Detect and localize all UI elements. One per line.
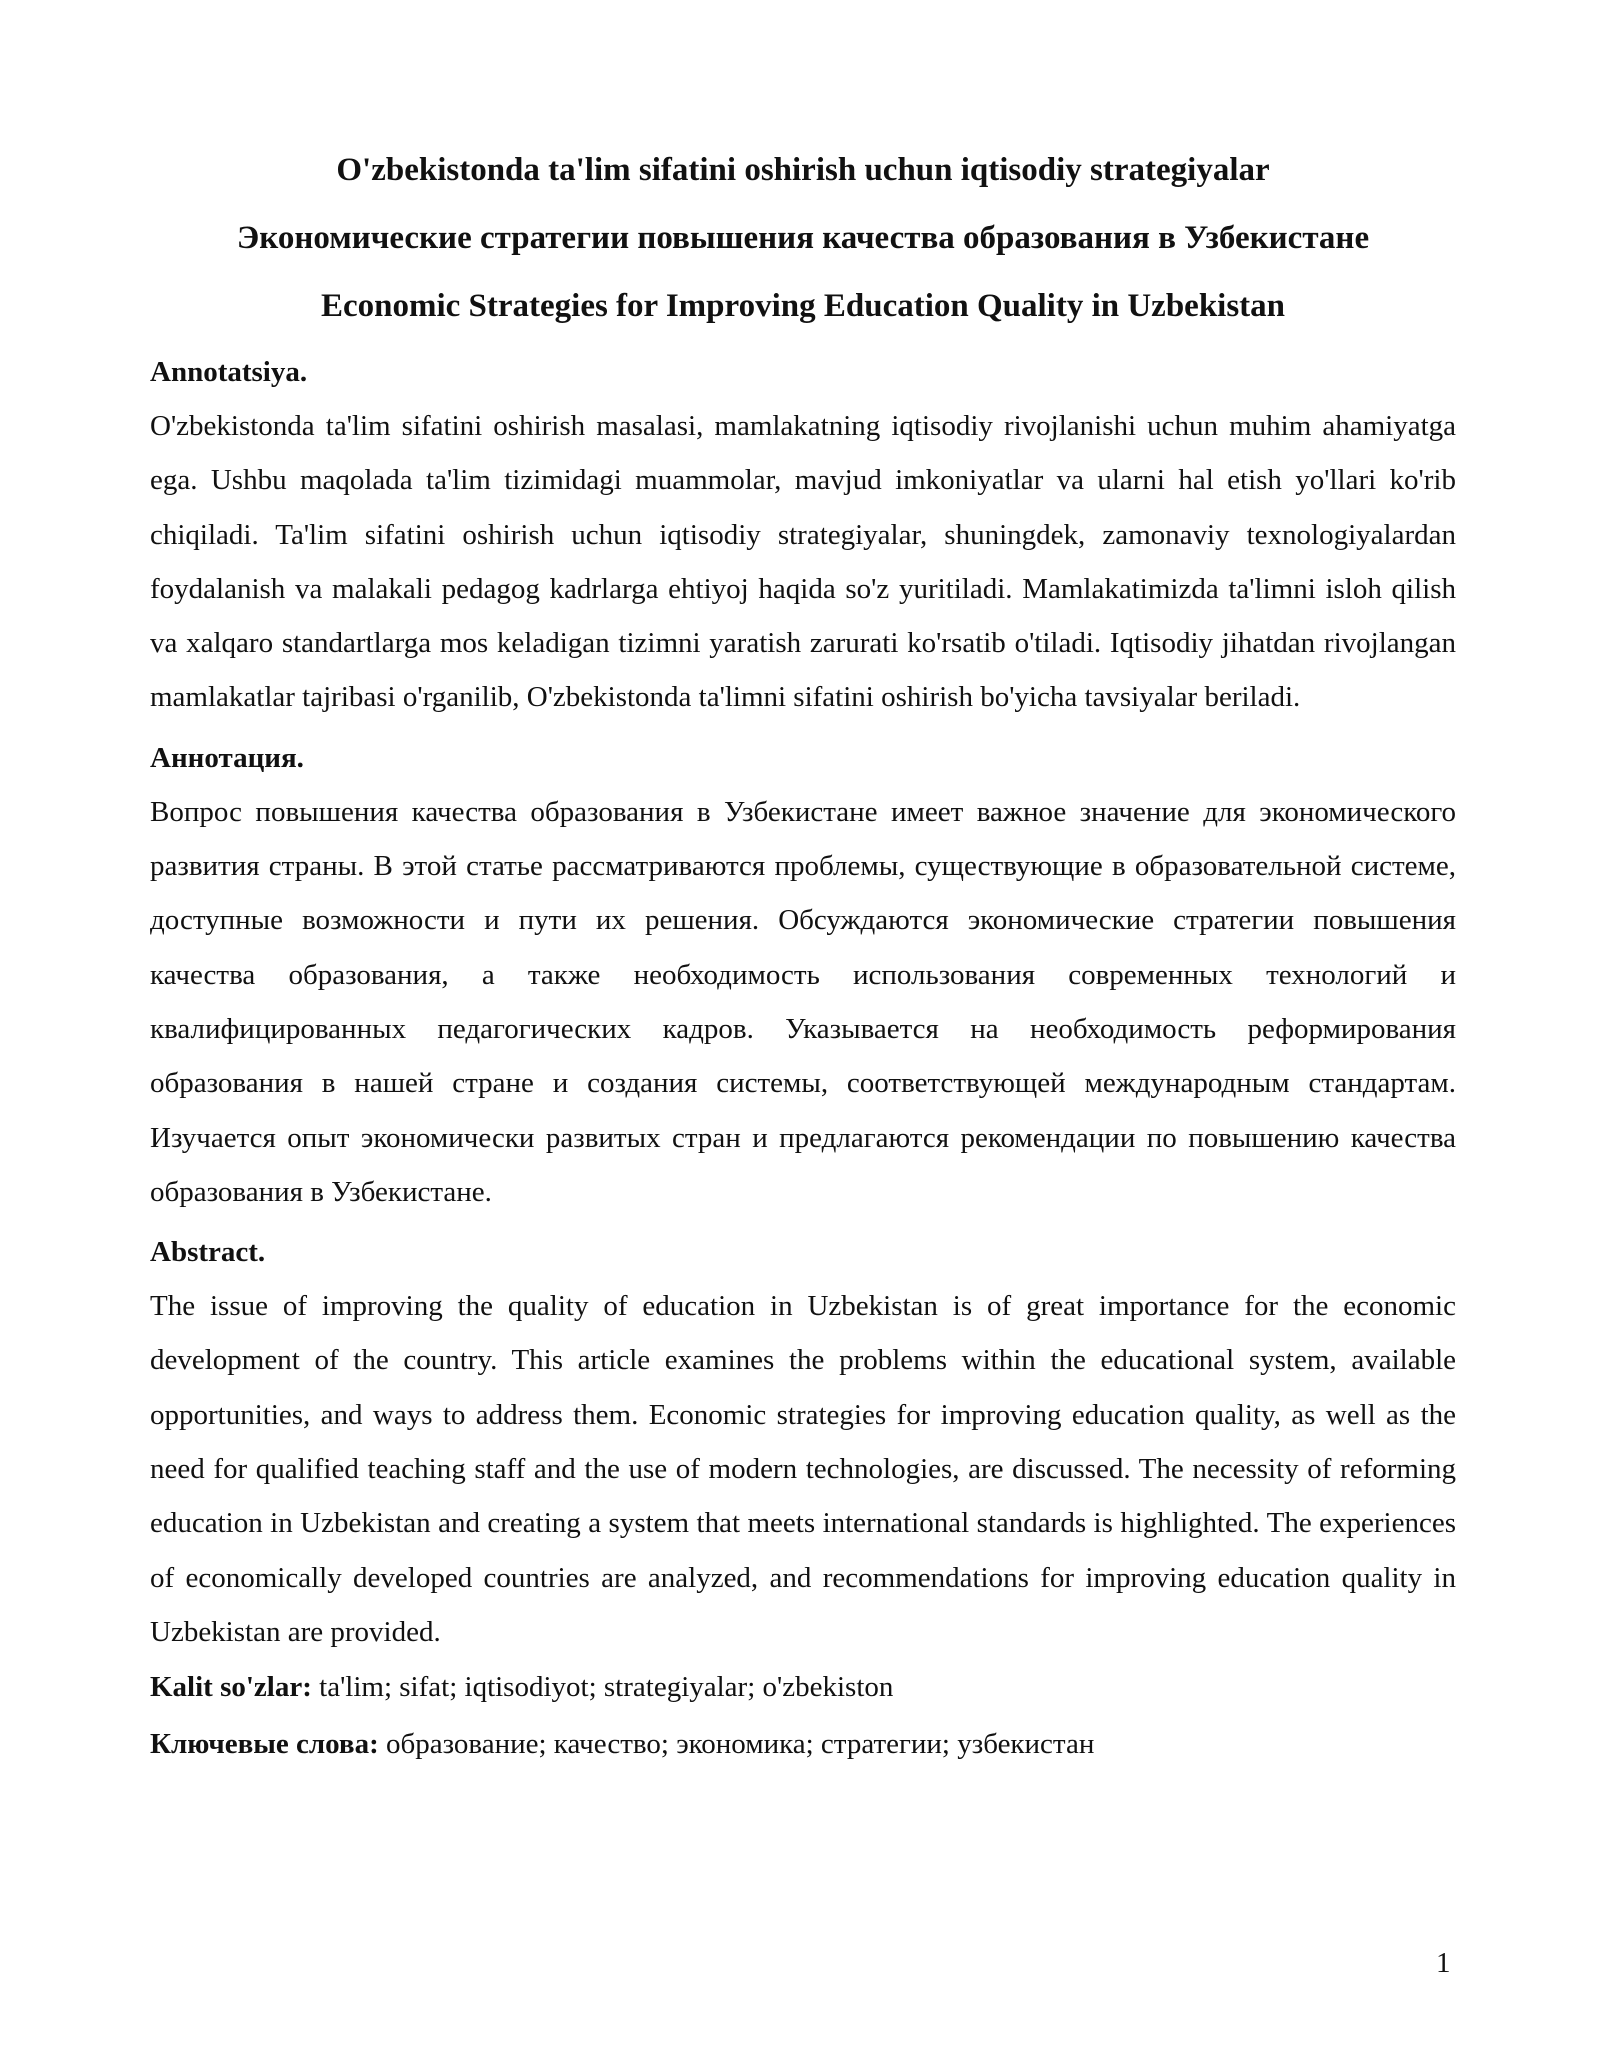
annotation-uzbek-heading: Annotatsiya.	[150, 356, 308, 388]
keywords-russian-value: образование; качество; экономика; стратегии; узбекистан	[378, 1728, 1095, 1761]
title-uzbek: O'zbekistonda ta'lim sifatini oshirish uchun iqtisodiy strategiyalar	[336, 152, 1270, 188]
abstract-english-section	[150, 1225, 1456, 1659]
abstract-english-text: The issue of improving the quality of education in Uzbekistan is of great importance for the economic development of the country. This article examines the problems within the educational system, available opportunities, and ways to address them. Economic strategies for improving education quality, as well as the need for qualified teaching staff and the use of modern technologies, are discussed. The necessity of reforming education in Uzbekistan and creating a system that meets international standards is highlighted. The experiences of economically developed countries are analyzed, and recommendations for improving education quality in Uzbekistan are provided.	[150, 1290, 1456, 1648]
keywords-russian	[150, 1716, 1456, 1773]
annotation-russian-section	[150, 731, 1456, 1219]
paper-page	[150, 150, 1456, 1773]
abstract-english-heading: Abstract.	[150, 1236, 266, 1269]
annotation-uzbek-section	[150, 345, 1456, 725]
keywords-uzbek-label: Kalit so'zlar:	[150, 1671, 312, 1704]
page-number: 1	[1436, 1947, 1451, 1979]
annotation-russian-heading: Аннотация.	[150, 741, 304, 774]
title-english: Economic Strategies for Improving Education Quality in Uzbekistan	[320, 288, 1286, 324]
annotation-uzbek-text: O'zbekistonda ta'lim sifatini oshirish masalasi, mamlakatning iqtisodiy rivojlanishi uchun muhim ahamiyatga ega. Ushbu maqolada ta'lim tizimidagi muammolar, mavjud imkoniyatlar va ularni hal etish yo'llari ko'rib chiqiladi. Ta'lim sifatini oshirish uchun iqtisodiy strategiyalar, shuningdek, zamonaviy texnologiyalardan foydalanish va malakali pedagog kadrlarga ehtiyoj haqida so'z yuritiladi. Mamlakatimizda ta'limni isloh qilish va xalqaro standartlarga mos keladigan tizimni yaratish zarurati ko'rsatib o'tiladi. Iqtisodiy jihatdan rivojlangan mamlakatlar tajribasi o'rganilib, O'zbekistonda ta'limni sifatini oshirish bo'yicha tavsiyalar beriladi.	[150, 410, 1456, 714]
title-russian: Экономические стратегии повышения качества образования в Узбекистане	[236, 220, 1370, 256]
annotation-russian-text: Вопрос повышения качества образования в Узбекистане имеет важное значение для экономического развития страны. В этой статье рассматриваются проблемы, существующие в образовательной системе, доступные возможности и пути их решения. Обсуждаются экономические стратегии повышения качества образования, а также необходимость использования современных технологий и квалифицированных педагогических кадров. Указывается на необходимость реформирования образования в нашей стране и создания системы, соответствующей международным стандартам. Изучается опыт экономически развитых стран и предлагаются рекомендации по повышению качества образования в Узбекистане.	[150, 795, 1456, 1208]
keywords-uzbek-value: ta'lim; sifat; iqtisodiyot; strategiyalar; o'zbekiston	[311, 1671, 894, 1704]
keywords-uzbek	[150, 1659, 1456, 1716]
keywords-russian-label: Ключевые слова:	[150, 1728, 379, 1761]
